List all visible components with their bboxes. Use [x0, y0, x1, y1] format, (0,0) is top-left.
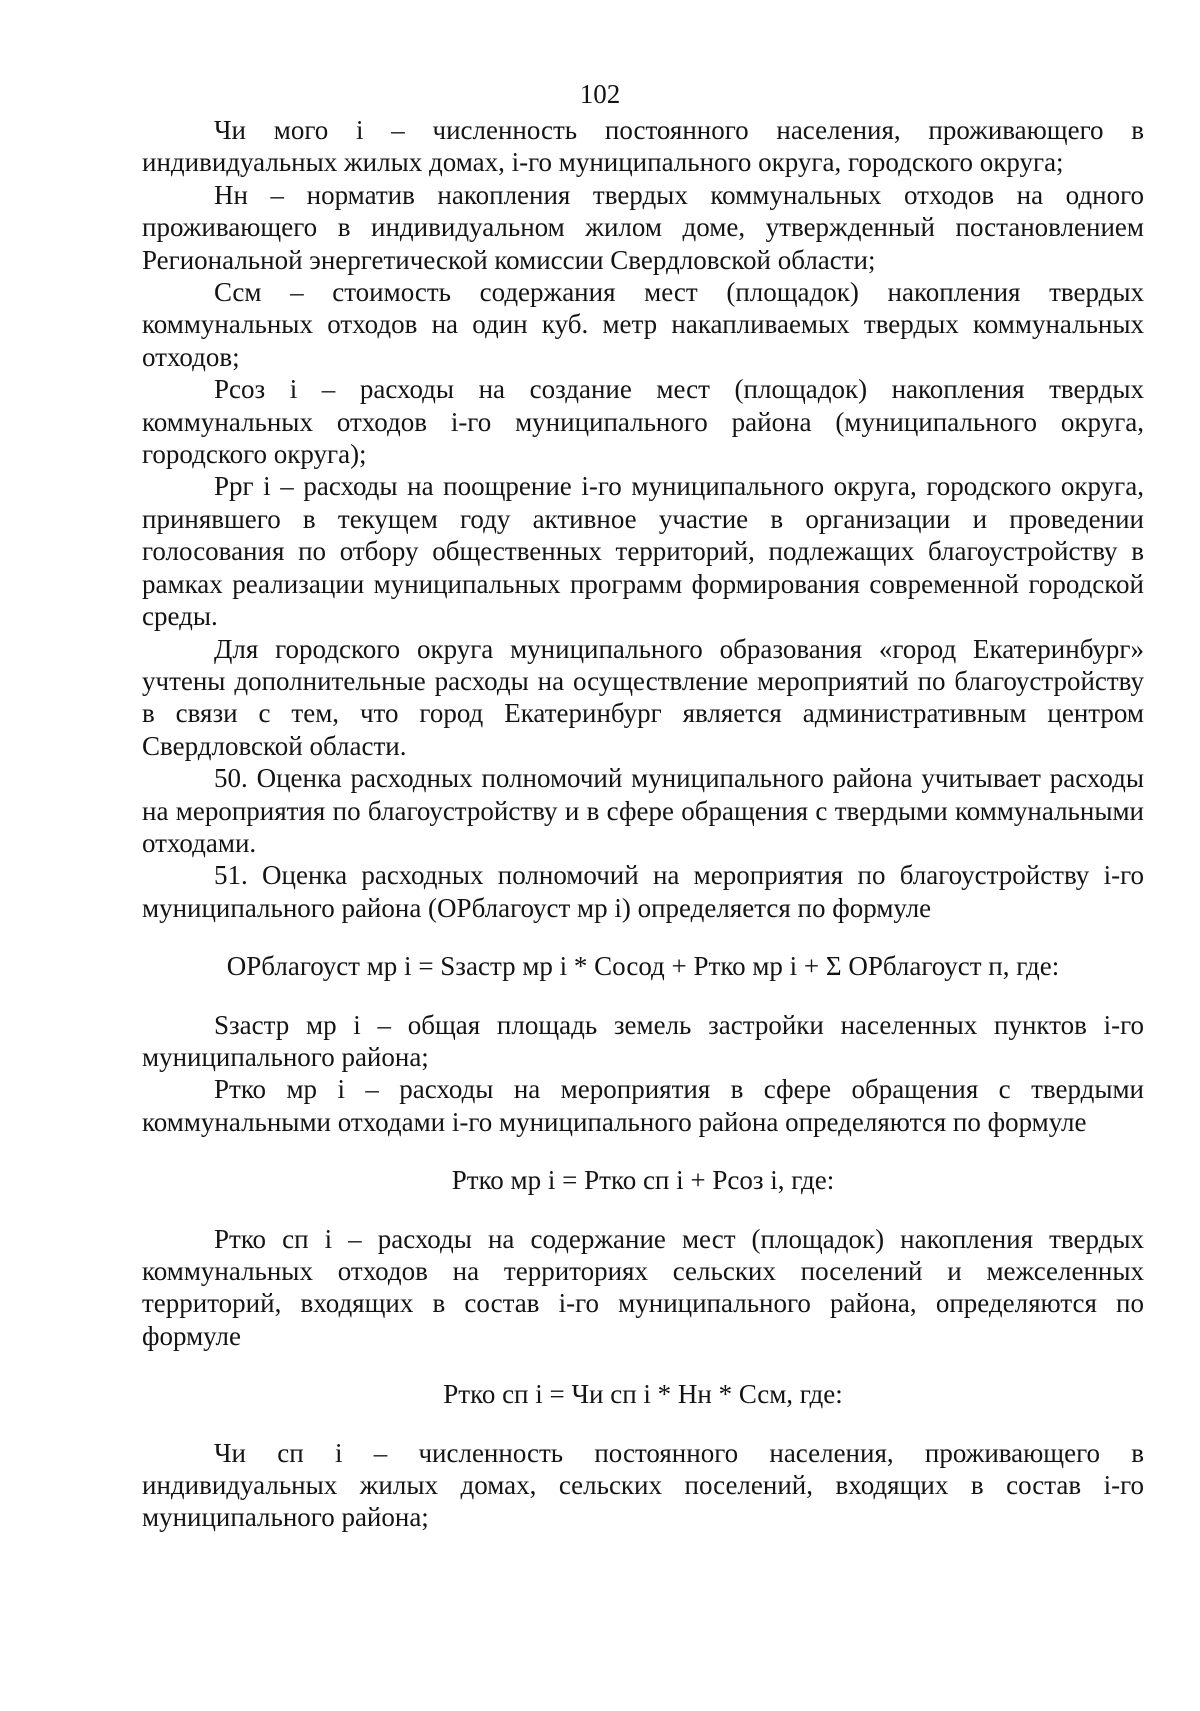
formula-rtko-sp: Ртко сп i = Чи сп i * Нн * Ссм, где:: [443, 1379, 843, 1410]
paragraph-szastr: Sзастр мр i – общая площадь земель застройки населенных пунктов i-го муниципального района;: [142, 1009, 1144, 1072]
paragraph-ekaterinburg: Для городского округа муниципального образования «город Екатеринбург» учтены дополнительные расходы на осуществление мероприятий по благоустройству в связи с тем, что город Екатеринбург является административным центром Свердловской области.: [142, 633, 1144, 761]
formula-orblagoust: ОРблагоуст мр i = Sзастр мр i * Сосод + Ртко мр i + Σ ОРблагоуст п, где:: [226, 951, 1060, 982]
paragraph-rtko-mr: Ртко мр i – расходы на мероприятия в сфере обращения с твердыми коммунальными отходами i-го муниципального района определяются по формуле: [142, 1074, 1144, 1137]
paragraph-ssm: Ссм – стоимость содержания мест (площадок) накопления твердых коммунальных отходов на один куб. метр накапливаемых твердых коммунальных отходов;: [142, 277, 1144, 372]
paragraph-nn: Нн – норматив накопления твердых коммунальных отходов на одного проживающего в индивидуальном жилом доме, утвержденный постановлением Региональной энергетической комиссии Свердловской области;: [142, 179, 1144, 275]
paragraph-item-50: 50. Оценка расходных полномочий муниципального района учитывает расходы на мероприятия по благоустройству и в сфере обращения с твердыми коммунальными отходами.: [142, 763, 1144, 858]
paragraph-chi-sp: Чи сп i – численность постоянного населения, проживающего в индивидуальных жилых домах, сельских поселений, входящих в состав i-го муниципального района;: [142, 1437, 1144, 1533]
paragraph-rsoz: Рсоз i – расходы на создание мест (площадок) накопления твердых коммунальных отходов i-го муниципального района (муниципального округа, городского округа);: [142, 374, 1144, 470]
document-body: [142, 114, 1144, 1534]
paragraph-rrg: Ррг i – расходы на поощрение i-го муниципального округа, городского округа, принявшего в текущем году активное участие в организации и проведении голосования по отбору общественных территорий, подлежащих благоустройству в рамках реализации муниципальных программ формирования современной городской среды.: [142, 471, 1144, 632]
paragraph-rtko-sp: Ртко сп i – расходы на содержание мест (площадок) накопления твердых коммунальных отходов на территориях сельских поселений и межселенных территорий, входящих в состав i-го муниципального района, определяются по формуле: [142, 1223, 1144, 1351]
page-number: 102: [579, 79, 621, 109]
paragraph-item-51: 51. Оценка расходных полномочий на мероприятия по благоустройству i-го муниципального района (ОРблагоуст мр i) определяется по формуле: [142, 860, 1144, 923]
formula-rtko-mr: Ртко мр i = Ртко сп i + Рсоз i, где:: [451, 1165, 835, 1196]
paragraph-chi-mogo: Чи мого i – численность постоянного населения, проживающего в индивидуальных жилых домах, i-го муниципального округа, городского округа;: [142, 115, 1144, 178]
